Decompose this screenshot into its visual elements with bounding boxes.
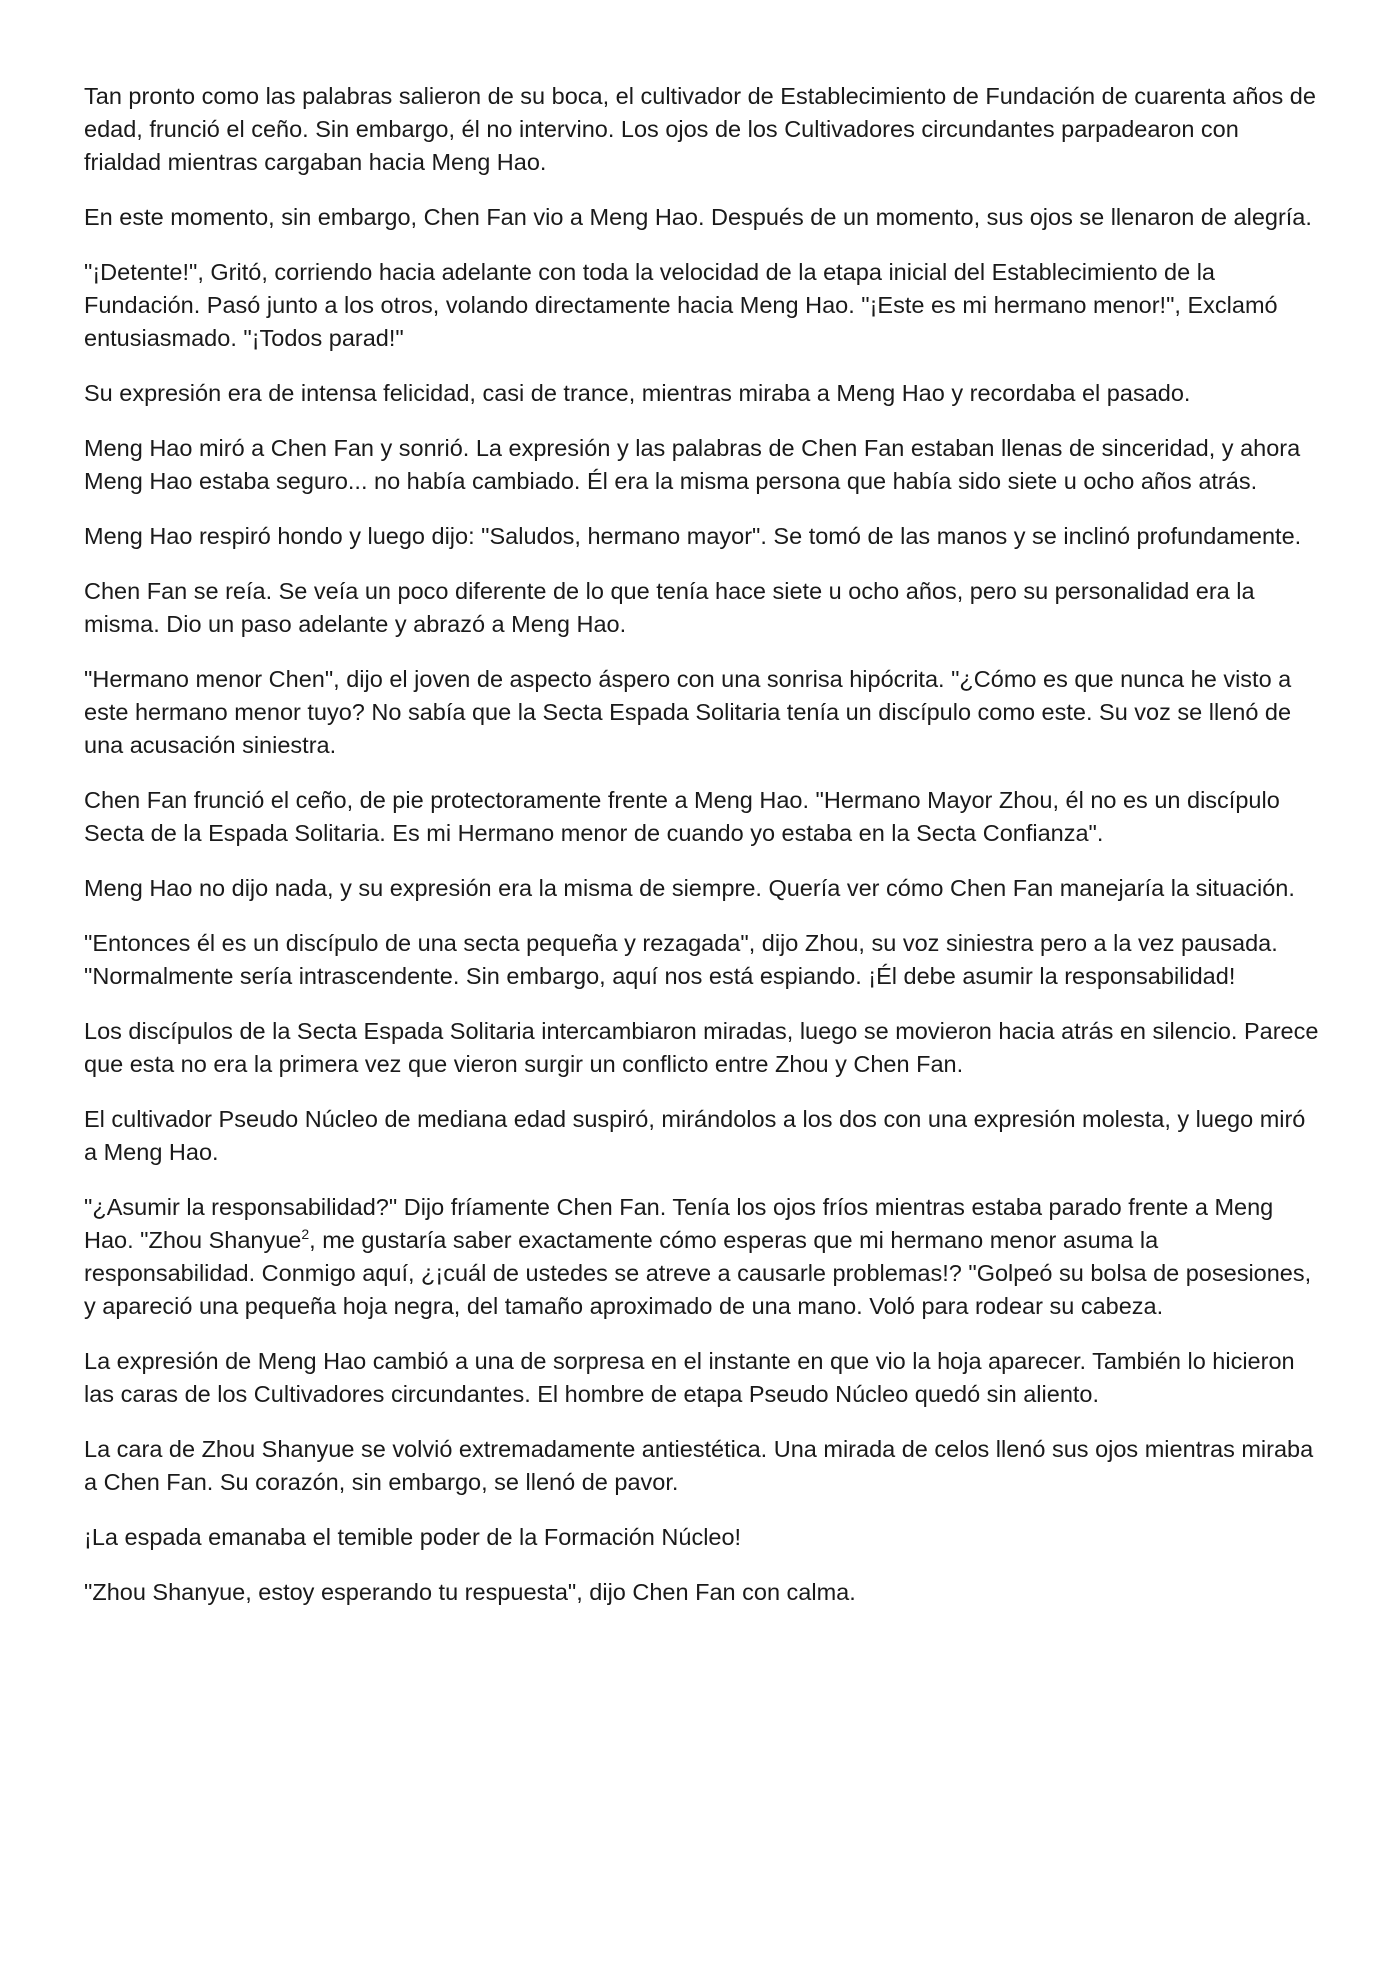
footnote-marker: 2 (301, 1226, 310, 1243)
paragraph-8: "Hermano menor Chen", dijo el joven de aspecto áspero con una sonrisa hipócrita. "¿Cómo es que nunca he visto a este hermano menor tuyo? No sabía que la Secta Espada Solitaria tenía un discípulo como este. Su voz se llenó de una acusación siniestra. (84, 666, 1292, 758)
paragraph-10: Meng Hao no dijo nada, y su expresión era la misma de siempre. Quería ver cómo Chen Fan manejaría la situación. (84, 875, 1295, 901)
paragraph-2: En este momento, sin embargo, Chen Fan vio a Meng Hao. Después de un momento, sus ojos se llenaron de alegría. (84, 204, 1312, 230)
paragraph-18: "Zhou Shanyue, estoy esperando tu respuesta", dijo Chen Fan con calma. (84, 1579, 856, 1605)
paragraph-11: "Entonces él es un discípulo de una secta pequeña y rezagada", dijo Zhou, su voz siniestra pero a la vez pausada. "Normalmente sería intrascendente. Sin embargo, aquí nos está espiando. ¡Él debe asumir la responsabilidad! (84, 930, 1278, 989)
paragraph-7: Chen Fan se reía. Se veía un poco diferente de lo que tenía hace siete u ocho años, pero su personalidad era la misma. Dio un paso adelante y abrazó a Meng Hao. (84, 578, 1255, 637)
paragraph-14-text-after: , me gustaría saber exactamente cómo esperas que mi hermano menor asuma la responsabilidad. Conmigo aquí, ¿¡cuál de ustedes se atreve a causarle problemas!? "Golpeó su bolsa de posesiones, y apareció una pequeña hoja negra, del tamaño aproximado de una mano. Voló para rodear su cabeza. (84, 1227, 1312, 1319)
paragraph-9: Chen Fan frunció el ceño, de pie protectoramente frente a Meng Hao. "Hermano Mayor Zhou, él no es un discípulo Secta de la Espada Solitaria. Es mi Hermano menor de cuando yo estaba en la Secta Confianza". (84, 787, 1280, 846)
paragraph-12: Los discípulos de la Secta Espada Solitaria intercambiaron miradas, luego se movieron hacia atrás en silencio. Parece que esta no era la primera vez que vieron surgir un conflicto entre Zhou y Chen Fan. (84, 1018, 1319, 1077)
paragraph-4: Su expresión era de intensa felicidad, casi de trance, mientras miraba a Meng Hao y recordaba el pasado. (84, 380, 1191, 406)
paragraph-14 (84, 1191, 1320, 1323)
paragraph-3: "¡Detente!", Gritó, corriendo hacia adelante con toda la velocidad de la etapa inicial del Establecimiento de la Fundación. Pasó junto a los otros, volando directamente hacia Meng Hao. "¡Este es mi hermano menor!", Exclamó entusiasmado. "¡Todos parad!" (84, 259, 1278, 351)
paragraph-14-text-before: "¿Asumir la responsabilidad?" Dijo fríamente Chen Fan. Tenía los ojos fríos mientras estaba parado frente a Meng Hao. "Zhou Shanyue (84, 1194, 1274, 1253)
paragraph-13: El cultivador Pseudo Núcleo de mediana edad suspiró, mirándolos a los dos con una expresión molesta, y luego miró a Meng Hao. (84, 1106, 1306, 1165)
paragraph-6: Meng Hao respiró hondo y luego dijo: "Saludos, hermano mayor". Se tomó de las manos y se inclinó profundamente. (84, 523, 1302, 549)
paragraph-15: La expresión de Meng Hao cambió a una de sorpresa en el instante en que vio la hoja aparecer. También lo hicieron las caras de los Cultivadores circundantes. El hombre de etapa Pseudo Núcleo quedó sin aliento. (84, 1348, 1295, 1407)
paragraph-16: La cara de Zhou Shanyue se volvió extremadamente antiestética. Una mirada de celos llenó sus ojos mientras miraba a Chen Fan. Su corazón, sin embargo, se llenó de pavor. (84, 1436, 1314, 1495)
paragraph-17: ¡La espada emanaba el temible poder de la Formación Núcleo! (84, 1524, 742, 1550)
paragraph-5: Meng Hao miró a Chen Fan y sonrió. La expresión y las palabras de Chen Fan estaban llenas de sinceridad, y ahora Meng Hao estaba seguro... no había cambiado. Él era la misma persona que había sido siete u ocho años atrás. (84, 435, 1301, 494)
paragraph-1: Tan pronto como las palabras salieron de su boca, el cultivador de Establecimiento de Fundación de cuarenta años de edad, frunció el ceño. Sin embargo, él no intervino. Los ojos de los Cultivadores circundantes parpadearon con frialdad mientras cargaban hacia Meng Hao. (84, 83, 1316, 175)
document-body (84, 80, 1320, 1631)
